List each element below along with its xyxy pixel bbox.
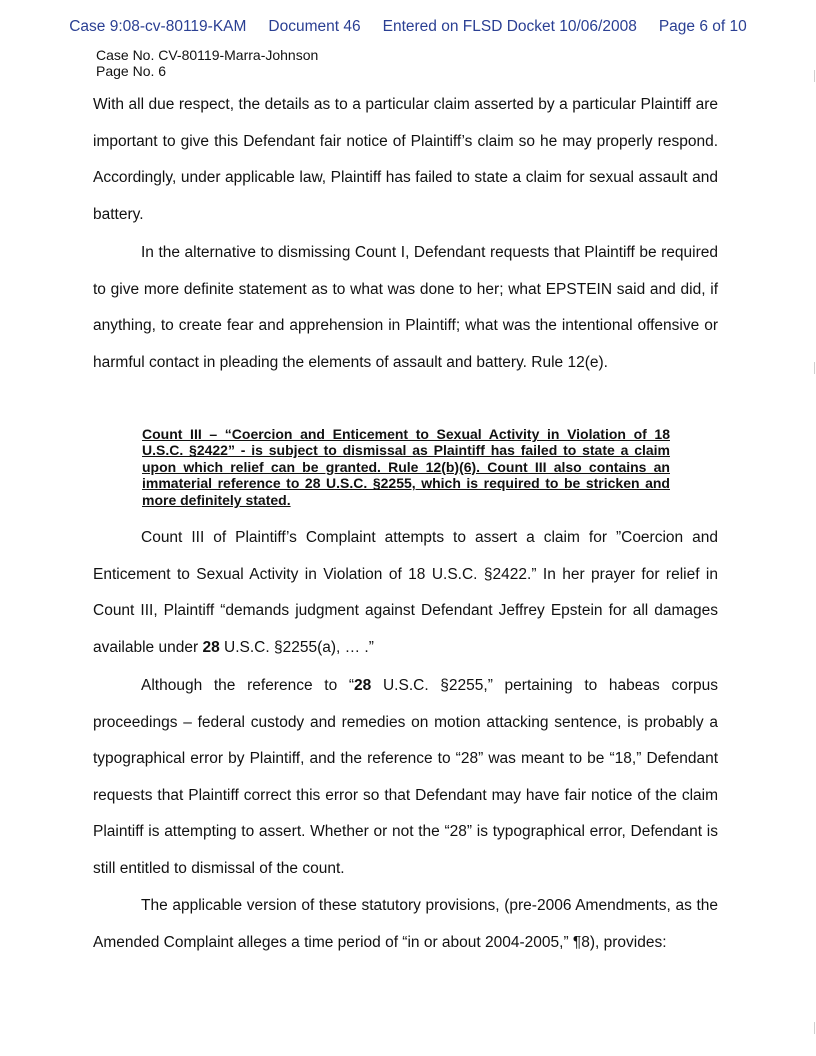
caption-case-number: Case No. CV-80119-Marra-Johnson bbox=[96, 47, 319, 63]
scan-edge-mark bbox=[814, 362, 815, 374]
stamp-entered-date: Entered on FLSD Docket 10/06/2008 bbox=[382, 18, 637, 35]
scan-edge-mark bbox=[814, 1022, 815, 1034]
docket-stamp bbox=[0, 18, 816, 36]
page-caption bbox=[96, 47, 318, 79]
p3-text-before: Count III of Plaintiff’s Complaint attempts to assert a claim for ”Coercion and Enticement to Sexual Activity in Violation of 18 U.S.C. §2422.” In her prayer for relief in Count III, Plaintiff “demands judgment against Defendant Jeffrey Epstein for all damages available under bbox=[93, 529, 718, 656]
paragraph-typographical-error bbox=[93, 668, 718, 888]
scan-edge-mark bbox=[814, 70, 815, 82]
paragraph-applicable-version: The applicable version of these statutory provisions, (pre-2006 Amendments, as the Amended Complaint alleges a time period of “in or about 2004-2005,” ¶8), provides: bbox=[93, 897, 718, 951]
paragraph-fair-notice: With all due respect, the details as to a particular claim asserted by a particular Plaintiff are important to give this Defendant fair notice of Plaintiff’s claim so he may properly respond. Accordingly, under applicable law, Plaintiff has failed to state a claim for sexual assault and battery. bbox=[93, 96, 718, 223]
p4-text-before: Although the reference to “ bbox=[141, 677, 355, 694]
p3-text-after: U.S.C. §2255(a), … .” bbox=[219, 638, 374, 656]
stamp-document-number: Document 46 bbox=[268, 18, 361, 35]
section-heading-count-iii: Count III – “Coercion and Enticement to Sexual Activity in Violation of 18 U.S.C. §2422” - is subject to dismissal as Plaintiff has failed to state a claim upon which relief can be granted. Rule 12(b)(6). Count III also contains an immaterial reference to 28 U.S.C. §2255, which is required to be stricken and more definitely stated. bbox=[142, 426, 670, 508]
stamp-page-count: Page 6 of 10 bbox=[658, 18, 747, 35]
p3-bold-title-number: 28 bbox=[202, 638, 220, 656]
p4-bold-title-number: 28 bbox=[354, 677, 372, 694]
paragraph-count-iii-claim bbox=[93, 520, 718, 666]
caption-page-number: Page No. 6 bbox=[96, 63, 167, 79]
stamp-case-number: Case 9:08-cv-80119-KAM bbox=[69, 18, 247, 35]
p4-text-after: U.S.C. §2255,” pertaining to habeas corpus proceedings – federal custody and remedies on motion attacking sentence, is probably a typographical error by Plaintiff, and the reference to “28” was meant to be “18,” Defendant requests that Plaintiff correct this error so that Defendant may have fair notice of the claim Plaintiff is attempting to assert. Whether or not the “28” is typographical error, Defendant is still entitled to dismissal of the count. bbox=[93, 677, 718, 877]
paragraph-alternative-definite-statement: In the alternative to dismissing Count I, Defendant requests that Plaintiff be required to give more definite statement as to what was done to her; what EPSTEIN said and did, if anything, to create fear and apprehension in Plaintiff; what was the intentional offensive or harmful contact in pleading the elements of assault and battery. Rule 12(e). bbox=[93, 244, 718, 371]
